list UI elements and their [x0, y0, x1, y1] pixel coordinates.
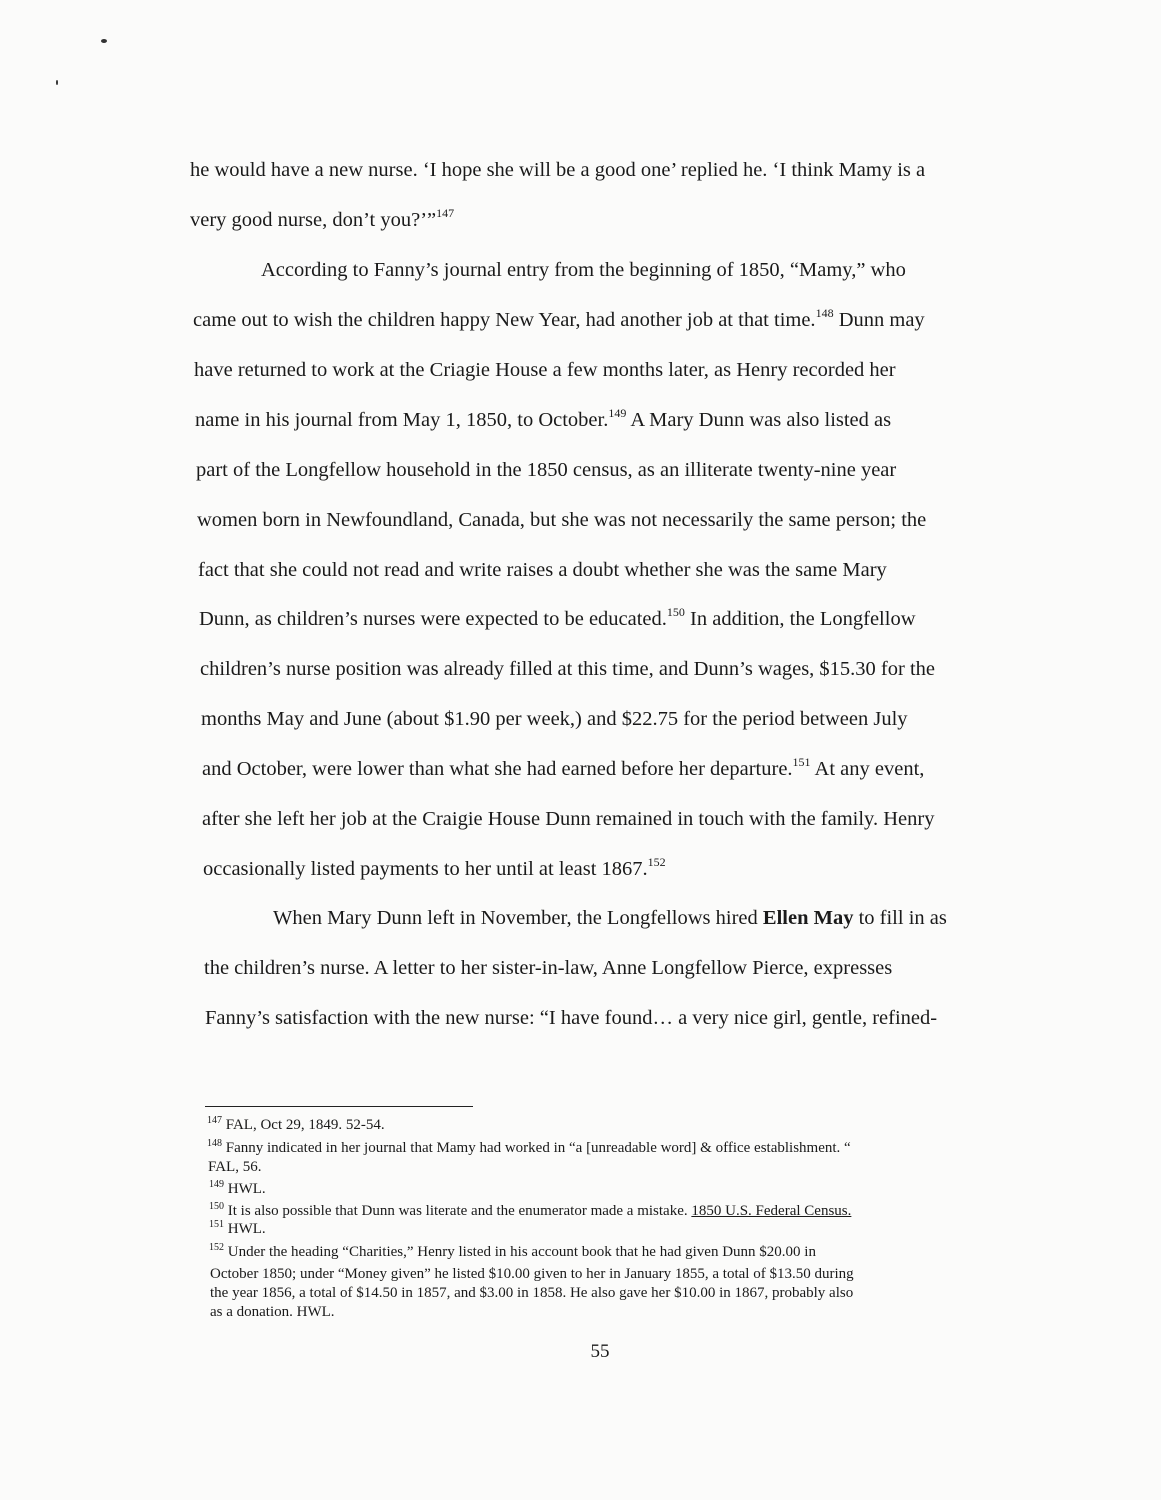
- footnote-number: 148: [207, 1138, 222, 1149]
- page-number: 55: [590, 1341, 610, 1362]
- body-line: name in his journal from May 1, 1850, to October.$^{149}$ A Mary Dunn was also listed as: [195, 406, 892, 431]
- footnote-ref: 150: [666, 605, 685, 619]
- body-line: occasionally listed payments to her until at least 1867.$^{152}$: [203, 855, 666, 880]
- body-line: and October, were lower than what she had earned before her departure.$^{151}$ At any event,: [202, 755, 925, 780]
- footnote-152: $^{152}$ Under the heading “Charities,” Henry listed in his account book that he had given Dunn $20.00 in: [209, 1242, 816, 1260]
- footnote-number: 147: [207, 1115, 222, 1126]
- footnote-ref: 152: [647, 855, 666, 869]
- footnote-152-cont: as a donation. HWL.: [210, 1304, 335, 1320]
- body-line: fact that she could not read and write raises a doubt whether she was the same Mary: [198, 559, 887, 581]
- footnote-149: $^{149}$ HWL.: [209, 1179, 266, 1197]
- body-line: came out to wish the children happy New Year, had another job at that time.$^{148}$ Dunn may: [193, 306, 925, 331]
- body-line: part of the Longfellow household in the 1850 census, as an illiterate twenty-nine year: [196, 459, 897, 481]
- footnote-148-cont: FAL, 56.: [208, 1159, 262, 1175]
- body-line: very good nurse, don’t you?’”$^{147}$: [190, 206, 455, 231]
- footnote-ref: 151: [792, 755, 811, 769]
- footnote-ref: 147: [436, 206, 455, 220]
- footnote-148: $^{148}$ Fanny indicated in her journal that Mamy had worked in “a [unreadable word] & office establishment. “: [207, 1138, 851, 1156]
- body-line: he would have a new nurse. ‘I hope she will be a good one’ replied he. ‘I think Mamy is a: [190, 159, 926, 181]
- body-line: after she left her job at the Craigie House Dunn remained in touch with the family. Henry: [202, 808, 935, 830]
- body-line: children’s nurse position was already filled at this time, and Dunn’s wages, $15.30 for the: [200, 658, 935, 680]
- footnote-number: 150: [209, 1201, 224, 1212]
- footnote-number: 152: [209, 1242, 224, 1253]
- footnote-147: $^{147}$ FAL, Oct 29, 1849. 52-54.: [207, 1115, 385, 1133]
- person-name: Ellen May: [762, 907, 854, 929]
- footnote-151: $^{151}$ HWL.: [209, 1219, 266, 1237]
- footnote-number: 151: [209, 1219, 224, 1230]
- census-citation: 1850 U.S. Federal Census.: [691, 1203, 852, 1219]
- body-line: When Mary Dunn left in November, the Longfellows hired Ellen May to fill in as: [273, 907, 947, 929]
- body-line: months May and June (about $1.90 per week,) and $22.75 for the period between July: [201, 708, 908, 730]
- footnote-150: $^{150}$ It is also possible that Dunn was literate and the enumerator made a mistake. 1850 U.S. Federal Census.: [209, 1201, 852, 1219]
- scan-speck: [101, 39, 107, 43]
- footnote-ref: 148: [815, 306, 834, 320]
- footnote-152-cont: October 1850; under “Money given” he listed $10.00 given to her in January 1855, a total of $13.50 during: [210, 1266, 854, 1282]
- body-line: the children’s nurse. A letter to her sister-in-law, Anne Longfellow Pierce, expresses: [204, 957, 893, 979]
- body-line: women born in Newfoundland, Canada, but she was not necessarily the same person; the: [197, 509, 927, 531]
- footnote-152-cont: the year 1856, a total of $14.50 in 1857, and $3.00 in 1858. He also gave her $10.00 in 1867, probably also: [210, 1285, 854, 1301]
- footnote-ref: 149: [608, 406, 627, 420]
- scan-speck: [56, 80, 58, 85]
- footnote-number: 149: [209, 1179, 224, 1190]
- body-line: have returned to work at the Criagie House a few months later, as Henry recorded her: [194, 359, 896, 381]
- body-line: Fanny’s satisfaction with the new nurse: “I have found… a very nice girl, gentle, refined-: [205, 1007, 938, 1029]
- footnote-separator: [205, 1106, 473, 1107]
- body-line: Dunn, as children’s nurses were expected to be educated.$^{150}$ In addition, the Longfellow: [199, 605, 916, 630]
- body-line: According to Fanny’s journal entry from the beginning of 1850, “Mamy,” who: [261, 259, 906, 281]
